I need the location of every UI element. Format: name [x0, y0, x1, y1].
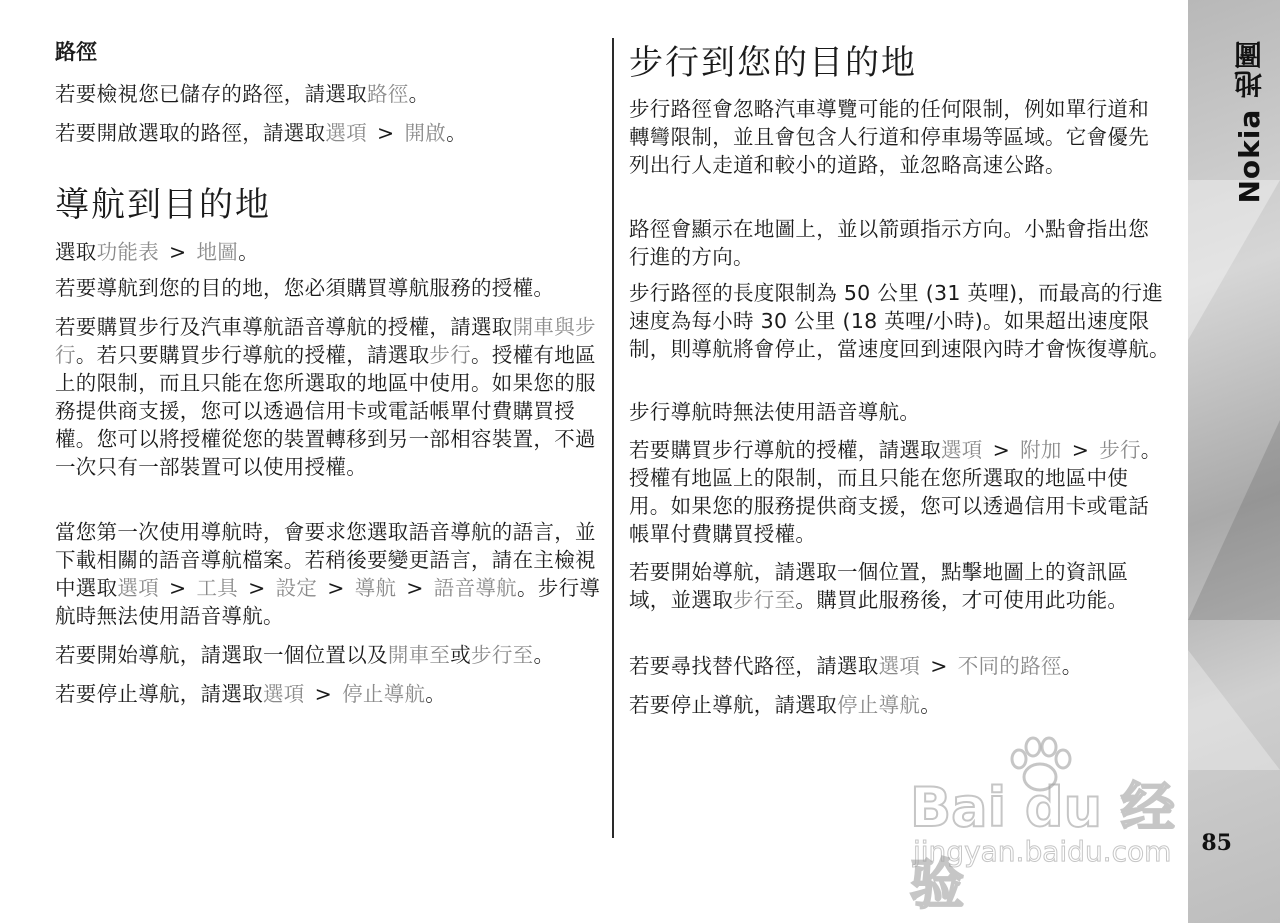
path-separator: > [406, 576, 424, 600]
paragraph-stop-navigation: 若要停止導航，請選取選項 > 停止導航。 [55, 682, 447, 706]
ui-keyword: 選項 [878, 654, 921, 678]
paragraph-route-display: 路徑會顯示在地圖上，並以箭頭指示方向。小點會指出您行進的方向。 [629, 217, 1149, 269]
path-separator: > [377, 121, 395, 145]
path-separator: > [327, 576, 345, 600]
path-separator: > [169, 576, 187, 600]
ui-keyword: 步行至 [471, 643, 534, 667]
paragraph-alternative-route: 若要尋找替代路徑，請選取選項 > 不同的路徑。 [629, 654, 1083, 678]
section-heading-walk: 步行到您的目的地 [629, 43, 917, 83]
paragraph-voice-language: 當您第一次使用導航時，會要求您選取語音導航的語言，並下載相關的語音導航檔案。若稍後要變更語言，請在主檢視中選取選項 > 工具 > 設定 > 導航 > 語音導航。步行導航時無法使用語音導航。 [55, 520, 601, 628]
path-separator: > [930, 654, 948, 678]
paragraph-walking-routes: 步行路徑會忽略汽車導覽可能的任何限制，例如單行道和轉彎限制，並且會包含人行道和停車場等區域。它會優先列出行人走道和較小的道路，並忽略高速公路。 [629, 97, 1149, 177]
ui-keyword: 導航 [354, 576, 397, 600]
section-subheading-routes: 路徑 [55, 40, 97, 64]
ui-keyword: 設定 [275, 576, 318, 600]
ui-keyword: 選項 [117, 576, 160, 600]
ui-keyword: 不同的路徑 [957, 654, 1062, 678]
ui-keyword: 工具 [196, 576, 239, 600]
ui-keyword: 停止導航 [342, 682, 426, 706]
ui-keyword: 地圖 [196, 240, 239, 264]
chapter-title: Nokia 地圖 [1233, 40, 1266, 204]
ui-keyword: 路徑 [367, 82, 409, 106]
paragraph-stop-walk: 若要停止導航，請選取停止導航。 [629, 693, 942, 717]
path-separator: > [314, 682, 333, 706]
paragraph-open-route: 若要開啟選取的路徑，請選取選項 > 開啟。 [55, 121, 467, 145]
paragraph-select-maps: 選取功能表 > 地圖。 [55, 240, 259, 264]
section-heading-navigate: 導航到目的地 [55, 185, 271, 225]
ui-keyword: 語音導航 [433, 576, 517, 600]
ui-keyword: 開車至 [387, 643, 451, 667]
baidu-watermark [905, 735, 1205, 916]
ui-keyword: 開車與步行 [55, 315, 596, 367]
ui-keyword: 選項 [263, 682, 305, 706]
paragraph-buy-license: 若要購買步行及汽車導航語音導航的授權，請選取開車與步行。若只要購買步行導航的授權，請選取步行。授權有地區上的限制，而且只能在您所選取的地區中使用。如果您的服務提供商支援，您可以透過信用卡或電話帳單付費購買授權。您可以將授權從您的裝置轉移到另一部相容裝置，不過一次只有一部裝置可以使用授權。 [55, 315, 596, 479]
path-separator: > [1071, 438, 1090, 462]
path-separator: > [248, 576, 266, 600]
path-separator: > [169, 240, 187, 264]
ui-keyword: 選項 [941, 438, 983, 462]
paragraph-view-saved-routes: 若要檢視您已儲存的路徑，請選取路徑。 [55, 82, 430, 106]
page-number: 85 [1201, 830, 1232, 856]
watermark-logo-text: Bai du 经验 [910, 776, 1175, 916]
ui-keyword: 步行 [429, 343, 472, 367]
paragraph-license-required: 若要導航到您的目的地，您必須購買導航服務的授權。 [55, 276, 555, 300]
paragraph-start-navigation: 若要開始導航，請選取一個位置以及開車至或步行至。 [55, 643, 555, 667]
column-divider [612, 38, 614, 838]
paragraph-start-walk: 若要開始導航，請選取一個位置，點擊地圖上的資訊區域，並選取步行至。購買此服務後，才可使用此功能。 [629, 560, 1129, 612]
ui-keyword: 選項 [325, 121, 368, 145]
path-separator: > [992, 438, 1011, 462]
ui-keyword: 附加 [1020, 438, 1062, 462]
watermark-url: jingyan.baidu.com [913, 835, 1172, 868]
ui-keyword: 功能表 [96, 240, 160, 264]
paragraph-no-voice: 步行導航時無法使用語音導航。 [629, 400, 921, 424]
ui-keyword: 步行 [1099, 438, 1141, 462]
paragraph-buy-walk-license: 若要購買步行導航的授權，請選取選項 > 附加 > 步行。授權有地區上的限制，而且只能在您所選取的地區中使用。如果您的服務提供商支援，您可以透過信用卡或電話帳單付費購買授權。 [629, 438, 1162, 546]
paragraph-walk-limits: 步行路徑的長度限制為 50 公里 (31 英哩)，而最高的行進速度為每小時 30 公里 (18 英哩/小時)。如果超出速度限制，則導航將會停止，當速度回到速限內時才會恢復導航。 [629, 281, 1170, 361]
ui-keyword: 停止導航 [837, 693, 921, 717]
ui-keyword: 步行至 [733, 588, 796, 612]
ui-keyword: 開啟 [404, 121, 447, 145]
